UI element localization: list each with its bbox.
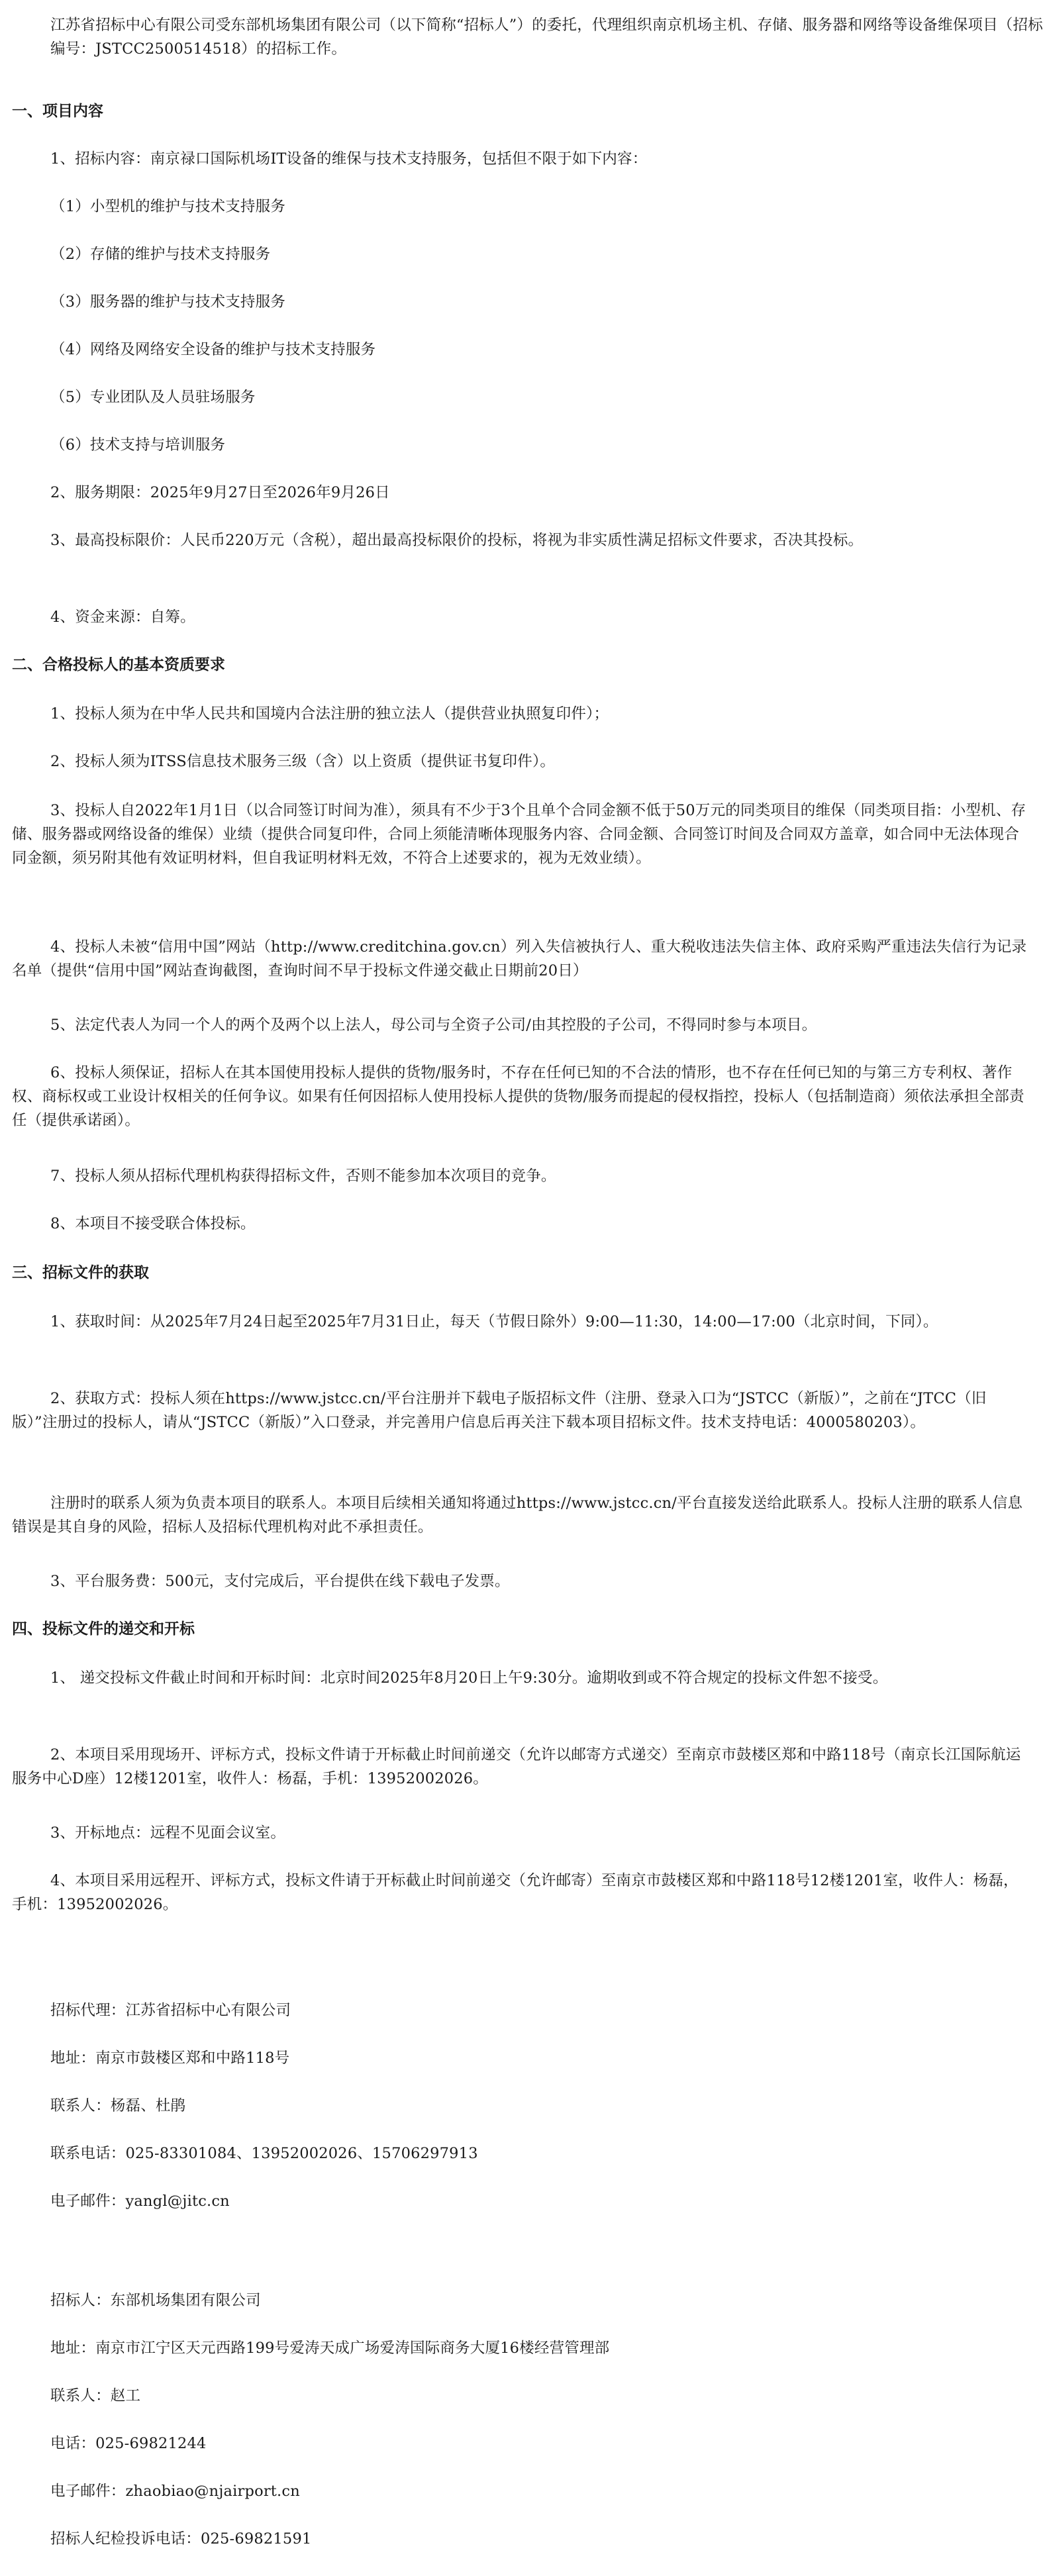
intro-paragraph bbox=[50, 13, 1048, 61]
sec2-item-8: 8、本项目不接受联合体投标。 bbox=[50, 1215, 256, 1232]
sec1-subitem-4: （4）网络及网络安全设备的维护与技术支持服务 bbox=[50, 341, 376, 358]
tenderer-email: 电子邮件：zhaobiao@njairport.cn bbox=[50, 2483, 300, 2500]
sec1-subitem-1: （1）小型机的维护与技术支持服务 bbox=[50, 198, 286, 215]
agent-address: 地址：南京市鼓楼区郑和中路118号 bbox=[50, 2050, 290, 2067]
agent-email: 电子邮件：yangl@jitc.cn bbox=[50, 2193, 230, 2210]
sec2-item-5: 5、法定代表人为同一个人的两个及两个以上法人，母公司与全资子公司/由其控股的子公司，不得同时参与本项目。 bbox=[50, 1016, 817, 1034]
sec2-item-2: 2、投标人须为ITSS信息技术服务三级（含）以上资质（提供证书复印件）。 bbox=[50, 753, 556, 770]
section-3-title: 三、招标文件的获取 bbox=[12, 1263, 149, 1281]
sec4-item-3: 3、开标地点：远程不见面会议室。 bbox=[50, 1824, 286, 1842]
sec2-item-7: 7、投标人须从招标代理机构获得招标文件，否则不能参加本次项目的竞争。 bbox=[50, 1167, 556, 1185]
sec1-subitem-2: （2）存储的维护与技术支持服务 bbox=[50, 246, 271, 263]
sec1-item-1: 1、招标内容：南京禄口国际机场IT设备的维保与技术支持服务，包括但不限于如下内容： bbox=[50, 150, 648, 168]
sec4-item-2: 2、本项目采用现场开、评标方式，投标文件请于开标截止时间前递交（允许以邮寄方式递交）至南京市鼓楼区郑和中路118号（南京长江国际航运服务中心D座）12楼1201室，收件人：杨磊，手机：13952002026。 bbox=[12, 1746, 1021, 1787]
sec2-item-3: 3、投标人自2022年1月1日（以合同签订时间为准），须具有不少于3个且单个合同金额不低于50万元的同类项目的维保（同类项目指：小型机、存储、服务器或网络设备的维保）业绩（提供合同复印件，合同上须能清晰体现服务内容、合同金额、合同签订时间及合同双方盖章，如合同中无法体现合同金额，须另附其他有效证明材料，但自我证明材料无效，不符合上述要求的，视为无效业绩）。 bbox=[12, 802, 1026, 867]
sec1-subitem-6: （6）技术支持与培训服务 bbox=[50, 436, 226, 454]
sec1-item-4: 4、资金来源：自筹。 bbox=[50, 609, 195, 626]
sec2-item-4: 4、投标人未被“信用中国”网站（http://www.creditchina.gov.cn）列入失信被执行人、重大税收违法失信主体、政府采购严重违法失信行为记录名单（提供“信用中国”网站查询截图，查询时间不早于投标文件递交截止日期前20日） bbox=[12, 938, 1027, 979]
sec4-item-1: 1、 递交投标文件截止时间和开标时间：北京时间2025年8月20日上午9:30分。逾期收到或不符合规定的投标文件恕不接受。 bbox=[50, 1669, 888, 1687]
agent-name: 招标代理：江苏省招标中心有限公司 bbox=[50, 2002, 291, 2019]
sec1-item-2: 2、服务期限：2025年9月27日至2026年9月26日 bbox=[50, 484, 390, 501]
agent-contact: 联系人：杨磊、杜鹃 bbox=[50, 2097, 186, 2114]
sec1-subitem-3: （3）服务器的维护与技术支持服务 bbox=[50, 293, 286, 311]
sec3-item-1: 1、获取时间：从2025年7月24日起至2025年7月31日止，每天（节假日除外）9:00—11:30，14:00—17:00（北京时间，下同）。 bbox=[50, 1313, 938, 1330]
sec2-item-6: 6、投标人须保证，招标人在其本国使用投标人提供的货物/服务时，不存在任何已知的不合法的情形，也不存在任何已知的与第三方专利权、著作权、商标权或工业设计权相关的任何争议。如果有任何因招标人使用投标人提供的货物/服务而提起的侵权指控，投标人（包括制造商）须依法承担全部责任（提供承诺函）。 bbox=[12, 1064, 1024, 1129]
tenderer-contact: 联系人：赵工 bbox=[50, 2387, 141, 2404]
sec1-subitem-5: （5）专业团队及人员驻场服务 bbox=[50, 389, 256, 406]
sec3-item-3: 3、平台服务费：500元，支付完成后，平台提供在线下载电子发票。 bbox=[50, 1573, 510, 1590]
section-4-title: 四、投标文件的递交和开标 bbox=[12, 1620, 195, 1638]
intro-text: 江苏省招标中心有限公司受东部机场集团有限公司（以下简称“招标人”）的委托，代理组织南京机场主机、存储、服务器和网络等设备维保项目（招标编号：JSTCC2500514518）的招标工作。 bbox=[50, 17, 1043, 58]
section-2-title: 二、合格投标人的基本资质要求 bbox=[12, 656, 225, 673]
sec3-registration-note: 注册时的联系人须为负责本项目的联系人。本项目后续相关通知将通过https://www.jstcc.cn/平台直接发送给此联系人。投标人注册的联系人信息错误是其自身的风险，招标人及招标代理机构对此不承担责任。 bbox=[12, 1495, 1023, 1536]
section-1-title: 一、项目内容 bbox=[12, 102, 103, 120]
tenderer-name: 招标人：东部机场集团有限公司 bbox=[50, 2292, 261, 2309]
agent-phone: 联系电话：025-83301084、13952002026、15706297913 bbox=[50, 2145, 478, 2162]
sec1-item-3: 3、最高投标限价：人民币220万元（含税），超出最高投标限价的投标，将视为非实质性满足招标文件要求，否决其投标。 bbox=[50, 532, 864, 549]
tenderer-address: 地址：南京市江宁区天元西路199号爱涛天成广场爱涛国际商务大厦16楼经营管理部 bbox=[50, 2340, 610, 2357]
sec4-item-4: 4、本项目采用远程开、评标方式，投标文件请于开标截止时间前递交（允许邮寄）至南京市鼓楼区郑和中路118号12楼1201室，收件人：杨磊，手机：13952002026。 bbox=[12, 1872, 1019, 1913]
sec3-item-2: 2、获取方式：投标人须在https://www.jstcc.cn/平台注册并下载电子版招标文件（注册、登录入口为“JSTCC（新版）”，之前在“JTCC（旧版）”注册过的投标人，请从“JSTCC（新版）”入口登录，并完善用户信息后再关注下载本项目招标文件。技术支持电话：4000580203）。 bbox=[12, 1390, 987, 1431]
tenderer-complaint-phone: 招标人纪检投诉电话：025-69821591 bbox=[50, 2530, 312, 2548]
tenderer-phone: 电话：025-69821244 bbox=[50, 2435, 207, 2452]
sec2-item-1: 1、投标人须为在中华人民共和国境内合法注册的独立法人（提供营业执照复印件）； bbox=[50, 705, 609, 722]
